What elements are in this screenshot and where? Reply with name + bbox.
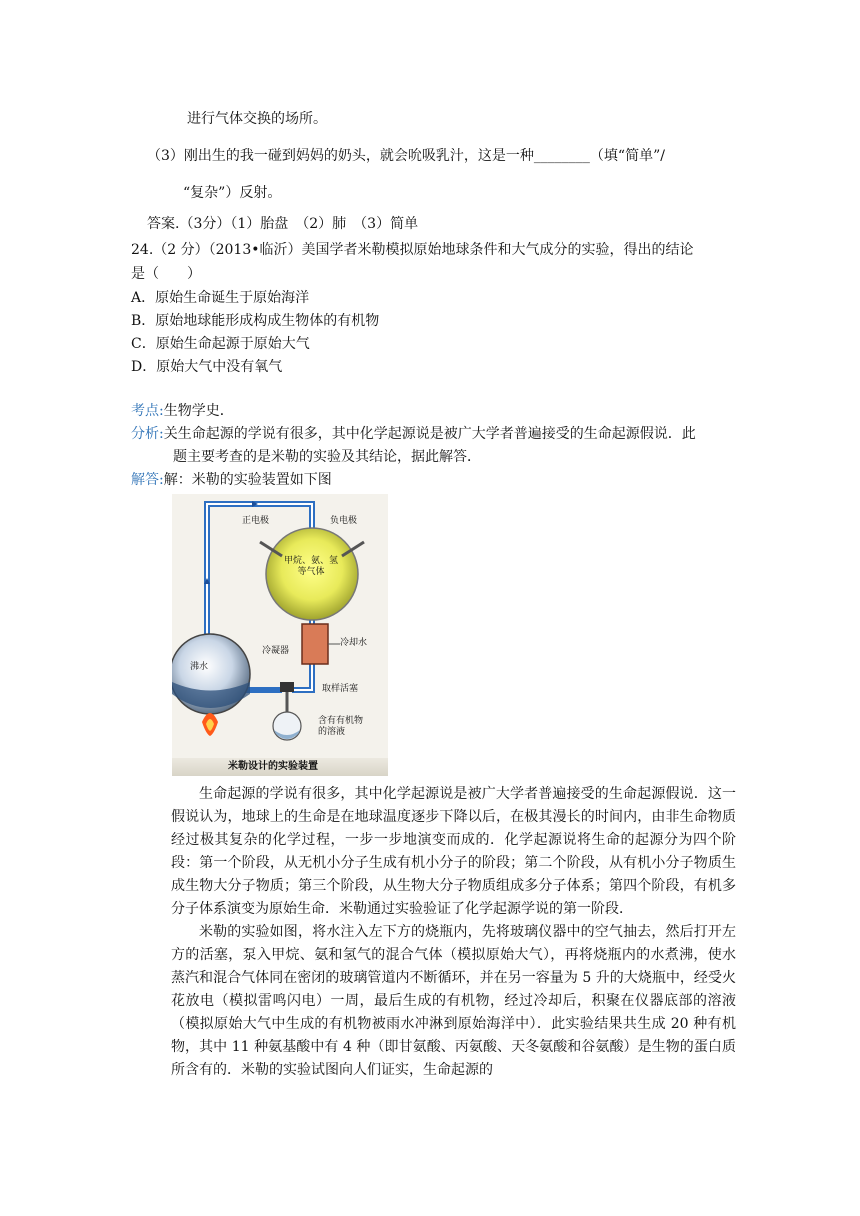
kaodian-text: 生物学史．: [163, 403, 234, 419]
label-condenser: 冷凝器: [262, 646, 290, 656]
sub-question-3: （3）刚出生的我一碰到妈妈的奶头，就会吮吸乳汁，这是一种________（填“简单”/: [147, 148, 665, 164]
fenxi-text: 关生命起源的学说有很多，其中化学起源说是被广大学者普遍接受的生命起源假说．此: [163, 426, 696, 442]
jieda-row: [131, 470, 332, 490]
body-text: [171, 783, 736, 1082]
paragraph-1: 生命起源的学说有很多，其中化学起源说是被广大学者普遍接受的生命起源假说．这一假说认为，地球上的生命是在地球温度逐步下降以后，在极其漫长的时间内，由非生命物质经过极其复杂的化学过程，一步一步地演变而成的．化学起源说将生命的起源分为四个阶段：第一个阶段，从无机小分子生成有机小分子的阶段；第二个阶段，从有机小分子物质生成生物大分子物质；第三个阶段，从生物大分子物质组成多分子体系；第四个阶段，有机多分子体系演变为原始生命．米勒通过实验验证了化学起源学说的第一阶段．: [171, 786, 736, 917]
fenxi-row: [131, 424, 696, 444]
option-b: B．原始地球能形成构成生物体的有机物: [131, 313, 380, 329]
paragraph-2: 米勒的实验如图，将水注入左下方的烧瓶内，先将玻璃仪器中的空气抽去，然后打开左方的活塞，泵入甲烷、氨和氢气的混合气体（模拟原始大气），再将烧瓶内的水煮沸，使水蒸汽和混合气体同在密闭的玻璃管道内不断循环，并在另一容量为 5 升的大烧瓶中，经受火花放电（模拟雷鸣闪电）一周，最后生成的有机物，经过冷却后，积聚在仪器底部的溶液（模拟原始大气中生成的有机物被雨水冲淋到原始海洋中）．此实验结果共生成 20 种有机物，其中 11 种氨基酸中有 4 种（即甘氨酸、丙氨酸、天冬氨酸和谷氨酸）是生物的蛋白质所含有的．米勒的实验试图向人们证实，生命起源的: [171, 924, 736, 1078]
sampling-valve: [280, 682, 294, 692]
kaodian-label: 考点:: [131, 403, 164, 419]
option-a: A．原始生命诞生于原始海洋: [131, 290, 310, 306]
question-stem-cont: 是（ ）: [131, 266, 201, 282]
label-negative-electrode: 负电极: [330, 516, 358, 526]
jieda-text: 解：米勒的实验装置如下图: [163, 472, 332, 488]
label-solution: 含有有机物 的溶液: [318, 716, 364, 737]
answer-line: 答案.（3分）（1）胎盘 （2）肺 （3）简单: [147, 216, 419, 232]
sub-question-3-cont: “复杂”）反射。: [183, 185, 282, 201]
option-d: D．原始大气中没有氧气: [131, 359, 283, 375]
label-cooling-water: 冷却水: [340, 638, 368, 648]
label-boiling-water: 沸水: [190, 662, 209, 672]
option-c: C．原始生命起源于原始大气: [131, 336, 310, 352]
question-stem: 24.（2 分）（2013•临沂）美国学者米勒模拟原始地球条件和大气成分的实验，得出的结论: [131, 242, 694, 258]
label-sampling-valve: 取样活塞: [322, 684, 359, 694]
figure-caption: 米勒设计的实验装置: [228, 761, 318, 772]
condenser: [302, 624, 328, 664]
jieda-label: 解答:: [131, 472, 164, 488]
fenxi-label: 分析:: [131, 426, 164, 442]
fenxi-text-cont: 题主要考查的是米勒的实验及其结论，据此解答．: [173, 449, 481, 465]
kaodian-row: [131, 401, 234, 421]
label-positive-electrode: 正电极: [242, 516, 270, 526]
miller-apparatus-figure: [172, 494, 388, 776]
label-gases: 甲烷、氨、氢 等气体: [284, 556, 339, 577]
answer-fragment: 进行气体交换的场所。: [187, 111, 327, 127]
